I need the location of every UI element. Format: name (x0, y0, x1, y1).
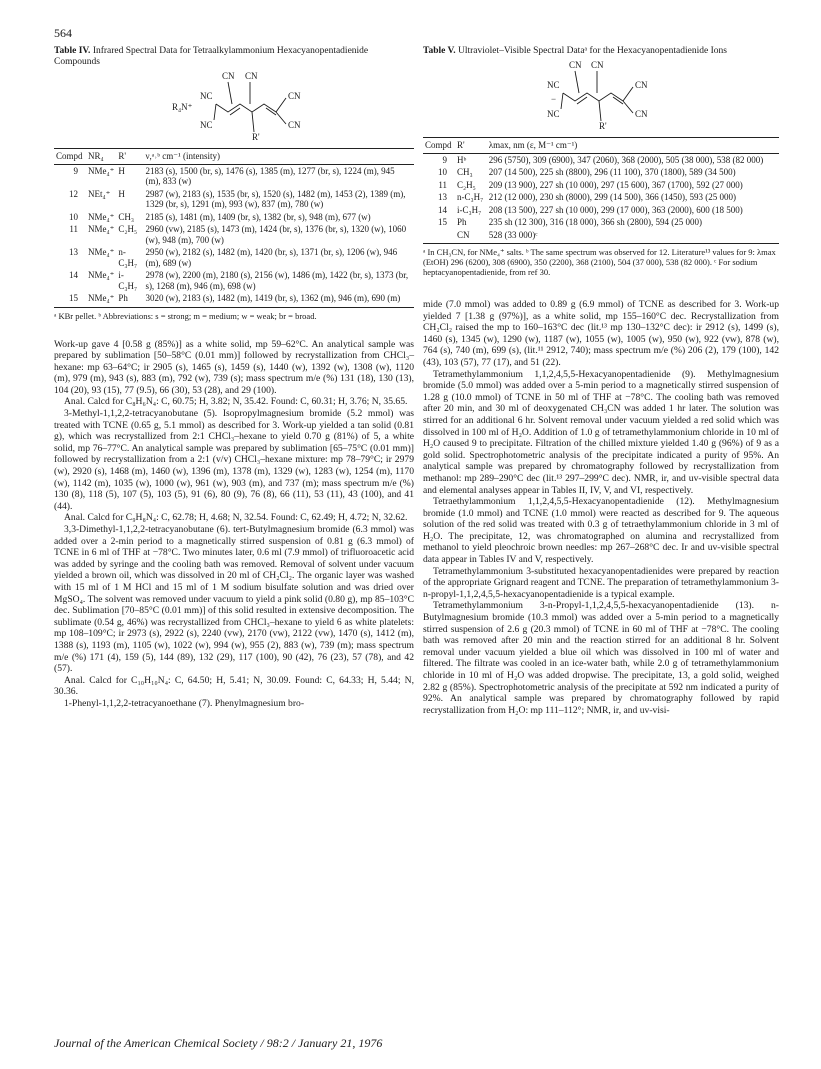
struct4-cn-bottom: CN (288, 120, 301, 130)
struct4-cn-2: CN (245, 71, 258, 81)
struct5-cn-bottom: CN (635, 109, 648, 119)
table-row (54, 188, 414, 211)
table4 (54, 148, 414, 308)
table5-caption-text: Ultraviolet–Visible Spectral Dataᵃ for the Hexacyanopentadienide Ions (457, 46, 727, 56)
table-cell: 2183 (s), 1500 (br, s), 1476 (s), 1385 (m), 1277 (br, s), 1224 (m), 945 (m), 833 (w) (145, 165, 395, 186)
table-cell: Hᵇ (457, 154, 467, 165)
table5-footnote: ᵃ In CH₃CN, for NMe₄⁺ salts. ᵇ The same spectrum was observed for 12. Literature¹³ values for 9: λmax (EtOH) 296 (6200), 308 (6900), 350 (2200), 368 (2100), 504 (37 000), 538 (82 000). ᶜ For sodium heptacyanopentadienide, from ref 30. (423, 247, 776, 277)
table-row (423, 216, 779, 229)
table5-structure-diagram (423, 59, 779, 137)
struct4-r-group: R' (252, 132, 260, 142)
struct5-nc-top: NC (547, 80, 560, 90)
paragraph: Tetramethylammonium 1,1,2,4,5,5-Hexacyanopentadienide (9). Methylmagnesium bromide (5.0 mmol) was added over a 5-min period to a magnetically stirred suspension of 1.28 g (10.0 mmol) of TCNE in 50 ml of THF at −78°C. The cooling bath was removed after 20 min, and 30 ml of deoxygenated CH₃CN was added 1 hr later. The solution was stirred for an additional 6 hr. Solvent removal under vacuum yielded a red solid which was dissolved in 100 ml of H₂O. Addition of 1.0 g of tetramethylammonium chloride in 10 ml of H₂O caused 9 to precipitate. Filtration of the chilled mixture yielded 1.40 g (96%) of 9 as a gold solid. Spectrophotometric analysis of the precipitate indicated a purity of 95%. An analytical sample was prepared by chromatography followed by recrystallization from methanol: mp 289–290°C dec (lit.¹³ 297–299°C dec). NMR, ir, and uv-visible spectral data and elemental analyses appear in Tables II, IV, V, and VI, respectively. (423, 368, 779, 496)
table5 (423, 137, 779, 244)
struct4-cation: R₄N⁺ (172, 102, 193, 112)
struct5-r-group: R' (599, 121, 607, 131)
table-cell: 3020 (w), 2183 (s), 1482 (m), 1419 (br, s), 1362 (m), 946 (m), 690 (m) (143, 292, 414, 307)
table-row (423, 229, 779, 244)
table-cell: NMe₄⁺ (88, 270, 115, 280)
struct4-bonds (214, 82, 286, 132)
table-cell: 10 (69, 211, 78, 222)
table-cell: 9 (442, 154, 447, 165)
table-cell: CH₃ (118, 211, 135, 222)
table-cell: Ph (457, 217, 467, 227)
table5-header-lambda: λmax, nm (ε, M⁻¹ cm⁻¹) (487, 138, 779, 154)
table-cell: 13 (438, 192, 447, 202)
table-cell: 528 (33 000)ᶜ (487, 229, 779, 244)
table-cell: 235 sh (12 300), 316 (18 000), 366 sh (2800), 594 (25 000) (488, 217, 702, 227)
table-cell: CN (455, 229, 487, 244)
table-row (423, 204, 779, 217)
paragraph: 3-Methyl-1,1,2,2-tetracyanobutane (5). Isopropylmagnesium bromide (5.2 mmol) was treated with TCNE (0.65 g, 5.1 mmol) as described for 3. Work-up yielded a tan solid (0.81 g), which was recrystallized from 2:1 CHCl₃–hexane to yield 0.70 g (81%) of 5, a white solid, mp 76–77°C. An analytical sample was prepared by sublimation [65–75°C (0.01 mm)] followed by recrystallization from a 2:1 (v/v) CHCl₃–hexane mixture: mp 78–79°C; ir 2979 (w), 2920 (s), 1468 (m), 1460 (w), 1396 (m), 1378 (m), 1329 (w), 1283 (w), 1254 (m), 1170 (w), 1142 (m), 1035 (w), 1000 (w), 961 (w), 903 (m), and 737 (m); mass spectrum m/e (%) 130 (8), 118 (5), 107 (5), 103 (5), 91 (6), 80 (9), 76 (8), 66 (11), 53 (11), 43 (100), and 41 (44). (54, 408, 414, 512)
table-cell: 207 (14 500), 225 sh (8800), 296 (11 100), 370 (1800), 589 (34 500) (488, 167, 736, 177)
paragraph: Anal. Calcd for C₈H₆N₄: C, 60.75; H, 3.82; N, 35.42. Found: C, 60.31; H, 3.76; N, 35.65. (64, 396, 408, 408)
struct4-cn-right: CN (288, 91, 301, 101)
table-row (423, 179, 779, 192)
table-row (423, 166, 779, 179)
table4-header-nr4: NR₄ (86, 149, 116, 165)
paragraph: Work-up gave 4 [0.58 g (85%)] as a white solid, mp 59–62°C. An analytical sample was prepared by sublimation [50–58°C (0.01 mm)] followed by recrystallization from CHCl₃–hexane: mp 63–64°C; ir 2905 (s), 1465 (s), 1459 (s), 1440 (w), 1392 (w), 1308 (w), 1120 (m), 979 (m), 943 (s), 883 (m), 792 (w), 739 (s); mass spectrum m/e (%) 131 (18), 130 (13), 104 (20), 93 (15), 77 (9.5), 66 (30), 53 (28), and 29 (100). (54, 338, 414, 396)
struct4-nc-bottom: NC (200, 120, 213, 130)
table-cell: i-C₃H₇ (457, 204, 482, 215)
table-cell: H (118, 188, 125, 199)
table-cell: NEt₄⁺ (88, 188, 111, 199)
journal-footer: Journal of the American Chemical Society / 98:2 / January 21, 1976 (54, 1036, 383, 1050)
paragraph: Tetramethylammonium 3-substituted hexacyanopentadienides were prepared by reaction of the appropriate Grignard reagent and TCNE. The preparation of tetramethylammonium 3-n-propyl-1,1,2,4,5,5-hexacyanopentadienide is a typical example. (423, 565, 779, 600)
struct5-nc-bottom: NC (547, 109, 560, 119)
table5-caption-label: Table V. (423, 46, 456, 56)
table-cell: C₂H₅ (118, 224, 138, 234)
struct5-bonds (561, 71, 633, 121)
table4-caption-text: Infrared Spectral Data for Tetraalkylammonium Hexacyanopentadienide Compounds (54, 46, 369, 67)
struct4-nc-top: NC (200, 91, 213, 101)
table-cell: NMe₄⁺ (88, 211, 115, 222)
table-row (54, 223, 414, 246)
table-cell: 2960 (vw), 2185 (s), 1473 (m), 1424 (br, s), 1376 (br, s), 1320 (w), 1060 (w), 948 (m), 700 (w) (145, 224, 407, 245)
struct5-cn-2: CN (591, 60, 604, 70)
table-cell (423, 229, 455, 244)
table-cell: 2950 (w), 2182 (s), 1482 (m), 1420 (br, s), 1371 (br, s), 1206 (w), 946 (m), 689 (w) (145, 247, 398, 268)
table-cell: 2185 (s), 1481 (m), 1409 (br, s), 1382 (br, s), 948 (m), 677 (w) (145, 211, 371, 222)
table4-header-ir: ν,ᵃ˒ᵇ cm⁻¹ (intensity) (143, 149, 414, 165)
table4-footnote: ᵃ KBr pellet. ᵇ Abbreviations: s = strong; m = medium; w = weak; br = broad. (54, 310, 317, 321)
table-cell: i-C₃H₇ (118, 270, 138, 291)
struct4-cn-1: CN (222, 71, 235, 81)
paragraph: Tetramethylammonium 3-n-Propyl-1,1,2,4,5,5-hexacyanopentadienide (13). n-Butylmagnesium bromide (10.3 mmol) was added over a 5-min period to a magnetically stirred suspension of 2.6 g (20.3 mmol) of TCNE in 60 ml of THF at −78°C. The cooling bath was removed after 20 min and the reaction stirred for an additional 8 hr. Solvent removal under vacuum yielded a blue oil which was dissolved in 100 ml of water and filtered. The filtrate was cooled in an ice-water bath, while 2.0 g of tetramethylammonium chloride in 10 ml of H₂O was added dropwise. The precipitate, 13, a gold solid, weighed 2.82 g (85%). Spectrophotometric analysis of the precipitate at 592 nm indicated a purity of 92%. An analytical sample was prepared by chromatography followed by rapid recrystallization from H₂O: mp 111–112°; NMR, ir, and uv-visi- (423, 600, 779, 716)
table-cell: C₂H₅ (457, 179, 476, 190)
table-cell: 296 (5750), 309 (6900), 347 (2060), 368 (2000), 505 (38 000), 538 (82 000) (488, 154, 764, 165)
table-cell: 14 (438, 204, 447, 215)
table-row (54, 246, 414, 269)
table-row (423, 153, 779, 166)
table-cell: NMe₄⁺ (86, 292, 116, 307)
table-cell: 11 (69, 224, 78, 234)
table-row (54, 292, 414, 307)
table-cell: 15 (438, 217, 447, 227)
table5-header-compd: Compd (423, 138, 455, 154)
table-cell: n-C₃H₇ (457, 192, 484, 202)
table4-caption-label: Table IV. (54, 46, 91, 56)
table-row (54, 164, 414, 188)
table-cell: 208 (13 500), 227 sh (10 000), 299 (17 000), 363 (2000), 600 (18 500) (488, 204, 743, 215)
table-cell: 9 (73, 165, 78, 176)
paragraph: 3,3-Dimethyl-1,1,2,2-tetracyanobutane (6). tert-Butylmagnesium bromide (6.3 mmol) was added over a 2-min period to a magnetically stirred suspension of 0.81 g (6.3 mmol) of TCNE in 6 ml of THF at −78°C. Two minutes later, 0.6 ml (7.9 mmol) of trifluoroacetic acid was added by syringe and the cooling bath was removed. Removal of solvent under vacuum yielded a brown oil, which was dissolved in 20 ml of CH₂Cl₂. The organic layer was washed with 15 ml of 1 M HCl and 15 ml of 1 M sodium bisulfate solution and was dried over MgSO₄. The solvent was removed under vacuum to yield a pink solid (0.80 g), mp 85–103°C dec. Sublimation [70–85°C (0.01 mm)] of this solid resulted in extensive decomposition. The sublimate (0.54 g, 46%) was recrystallized from CHCl₃–hexane to yield 6 as white platelets: mp 108–109°C; ir 2973 (s), 2922 (s), 2240 (vw), 2170 (vw), 2122 (vw), 1470 (s), 1412 (m), 1388 (s), 1193 (m), 1105 (w), 1022 (w), 994 (w), 955 (2), 883 (w), 739 (m); mass spectrum m/e (%) 171 (4), 159 (5), 144 (89), 132 (29), 117 (100), 90 (42), 76 (23), 57 (78), and 42 (57). (54, 524, 414, 675)
page-number: 564 (54, 26, 72, 40)
table-cell: 11 (438, 179, 447, 190)
table-cell: 2978 (w), 2200 (m), 2180 (s), 2156 (w), 1486 (m), 1422 (br, s), 1373 (br, s), 1268 (m), 946 (m), 698 (w) (145, 270, 409, 291)
struct5-cn-1: CN (569, 60, 582, 70)
right-body-text (423, 299, 779, 716)
paragraph: Anal. Calcd for C₁₀H₁₀N₄: C, 64.50; H, 5.41; N, 30.09. Found: C, 64.33; H, 5.44; N, 30.36. (54, 674, 414, 698)
table-cell: NMe₄⁺ (88, 247, 115, 257)
table-cell: CH₃ (457, 167, 473, 177)
paragraph: Anal. Calcd for C₉H₈N₄: C, 62.78; H, 4.68; N, 32.54. Found: C, 62.49; H, 4.72; N, 32.62. (64, 512, 408, 524)
table-cell: 209 (13 900), 227 sh (10 000), 297 (15 600), 367 (1700), 592 (27 000) (488, 179, 743, 190)
struct5-minus: − (551, 94, 557, 104)
paragraph: Tetraethylammonium 1,1,2,4,5,5-Hexacyanopentadienide (12). Methylmagnesium bromide (1.0 mmol) and TCNE (1.0 mmol) were reacted as described for 9. The aqueous solution of the red solid was treated with 0.3 g of tetraethylammonium chloride in 3 ml of H₂O. The precipitate, 12, was chromatographed on alumina and recrystallized from methanol to yield pleochroic brown needles: mp 267–268°C dec. Ir and uv-visible spectral data appear in Tables IV and V, respectively. (423, 496, 779, 566)
table-cell: H (118, 165, 125, 176)
struct5-cn-right: CN (635, 80, 648, 90)
paragraph: 1-Phenyl-1,1,2,2-tetracyanoethane (7). Phenylmagnesium bro- (64, 697, 305, 709)
paragraph: mide (7.0 mmol) was added to 0.89 g (6.9 mmol) of TCNE as described for 3. Work-up yielded 7 [1.38 g (97%)], as a white solid, mp 155–160°C dec. Recrystallization from CH₂Cl₂ raised the mp to 160–163°C dec (lit.¹³ mp 130–132°C dec): ir 2912 (s), 1499 (s), 1460 (s), 1345 (w), 1290 (w), 1187 (w), 1055 (w), 1005 (w), 950 (w), 922 (vw), 878 (w), 764 (s), 740 (m), 699 (s), (lit.¹¹ 2912, 740); mass spectrum m/e (%) 206 (2), 179 (100), 142 (43), 103 (57), 77 (17), and 51 (22). (423, 299, 779, 368)
table-cell: 14 (69, 270, 78, 280)
table4-header-r: R' (116, 149, 143, 165)
left-column (54, 46, 414, 710)
table-cell: 10 (438, 167, 447, 177)
table-cell: 12 (69, 188, 78, 199)
table5-header-r: R' (455, 138, 487, 154)
table-cell: 2987 (w), 2183 (s), 1535 (br, s), 1520 (s), 1482 (m), 1453 (2), 1389 (m), 1329 (br, s), 1291 (m), 993 (w), 837 (m), 780 (w) (145, 188, 406, 209)
table-cell: NMe₄⁺ (88, 224, 115, 234)
table4-caption (54, 46, 414, 68)
table-cell: 13 (69, 247, 78, 257)
left-body-text (54, 339, 414, 710)
table4-header-compd: Compd (54, 149, 86, 165)
table-cell: 212 (12 000), 230 sh (8000), 299 (14 500), 366 (1450), 593 (25 000) (488, 192, 736, 202)
table4-structure-diagram (54, 70, 414, 148)
table-cell: Ph (116, 292, 143, 307)
table-cell: 15 (54, 292, 86, 307)
table5-caption (423, 46, 779, 57)
table-row (54, 269, 414, 292)
table-row (423, 191, 779, 204)
right-column (423, 46, 779, 716)
table-row (54, 211, 414, 224)
table-cell: n-C₃H₇ (118, 247, 138, 268)
table-cell: NMe₄⁺ (88, 165, 115, 176)
